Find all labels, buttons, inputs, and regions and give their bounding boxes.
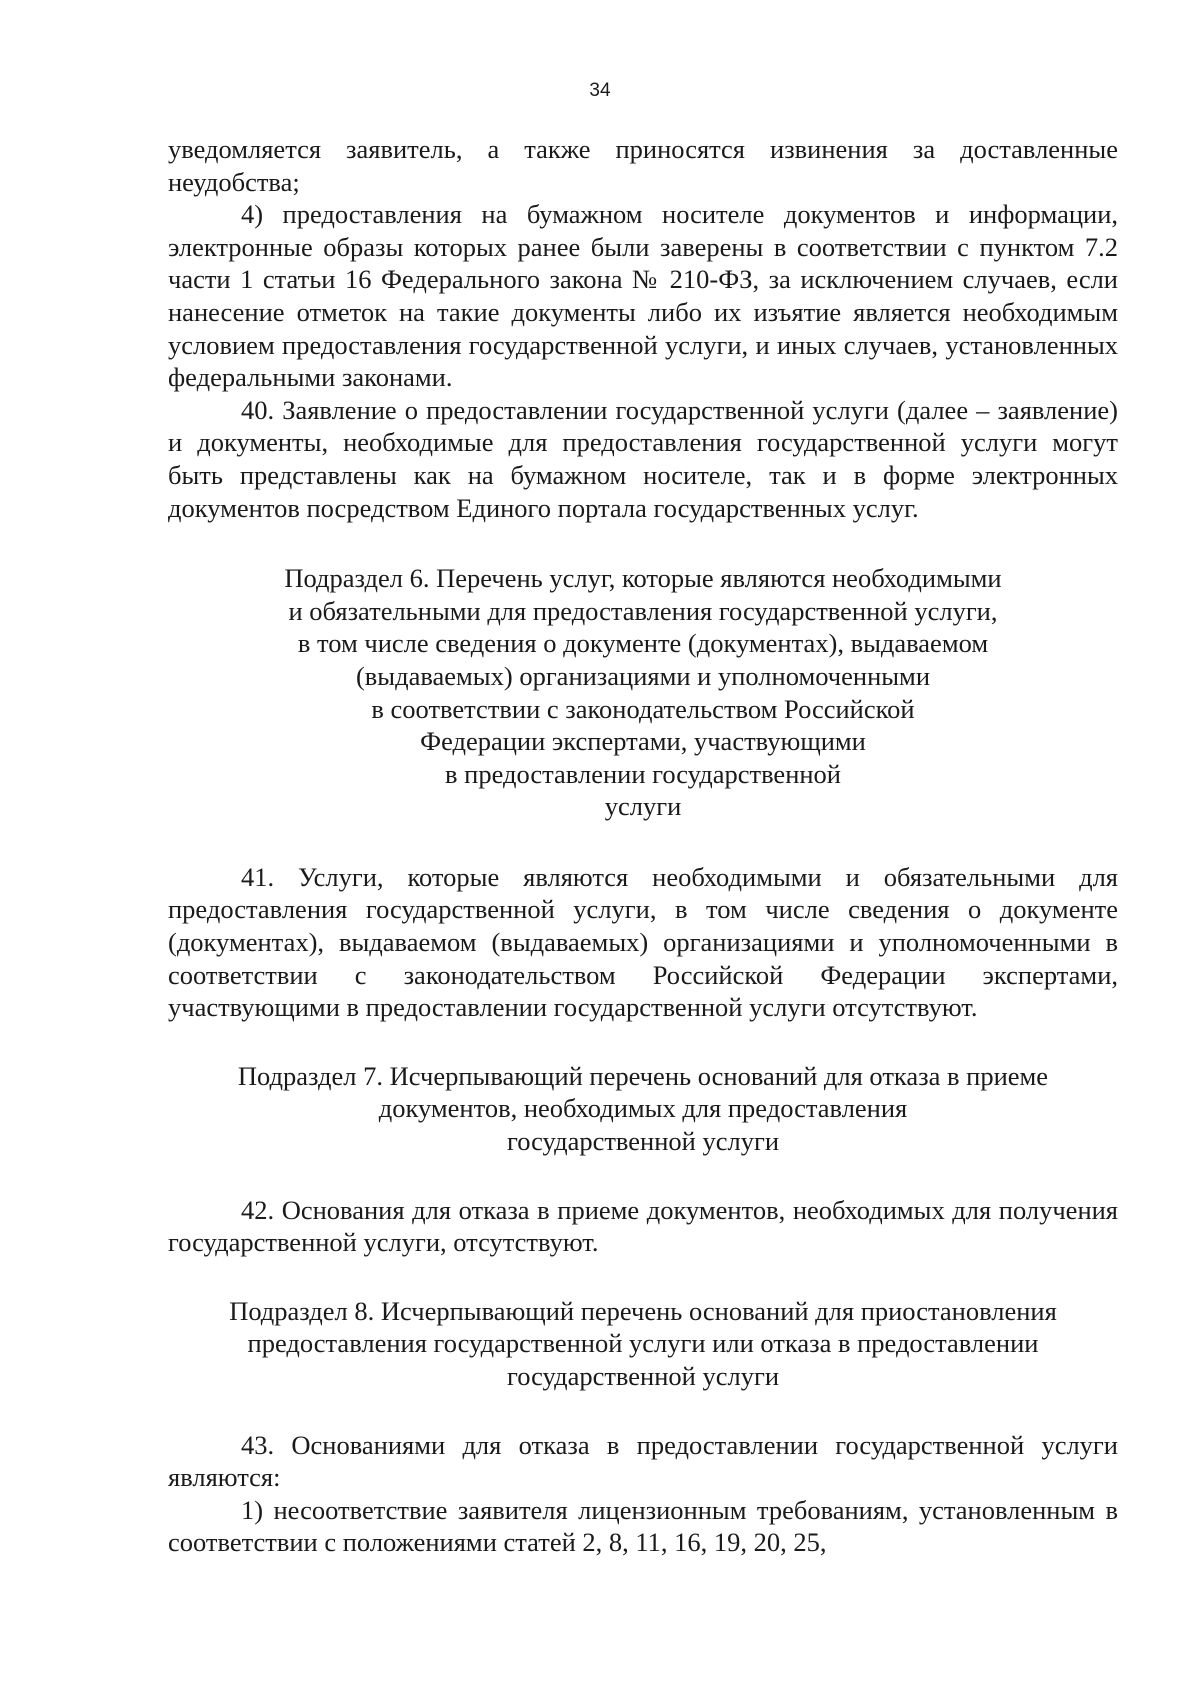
subsection-7-heading	[168, 1060, 1118, 1158]
paragraph-42: 42. Основания для отказа в приеме документов, необходимых для получения государственной услуги, отсутствуют.	[168, 1194, 1118, 1258]
heading-line: и обязательными для предоставления государственной услуги,	[288, 595, 998, 626]
paragraph-41: 41. Услуги, которые являются необходимыми и обязательными для предоставления государственной услуги, в том числе сведения о документе (документах), выдаваемом (выдаваемых) организациями и уполномоченными в соответствии с законодательством Российской Федерации экспертами, участвующими в предоставлении государственной услуги отсутствуют.	[168, 861, 1118, 1023]
heading-line: в соответствии с законодательством Российской	[371, 693, 915, 724]
heading-line: Федерации экспертами, участвующими	[420, 726, 866, 757]
paragraph-continued: уведомляется заявитель, а также приносятся извинения за доставленные неудобства;	[168, 134, 1118, 197]
paragraph-item-4: 4) предоставления на бумажном носителе документов и информации, электронные образы которых ранее были заверены в соответствии с пунктом 7.2 части 1 статьи 16 Федерального закона № 210-ФЗ, за исключением случаев, если нанесение отметок на такие документы либо их изъятие является необходимым условием предоставления государственной услуги, и иных случаев, установленных федеральными законами.	[168, 199, 1118, 393]
subsection-6-heading	[168, 562, 1118, 823]
paragraph-item-1: 1) несоответствие заявителя лицензионным требованиям, установленным в соответствии с положениями статей 2, 8, 11, 16, 19, 20, 25,	[168, 1494, 1118, 1558]
heading-line: в том числе сведения о документе (документах), выдаваемом	[297, 628, 989, 659]
heading-line: Подраздел 6. Перечень услуг, которые являются необходимыми	[284, 563, 1002, 594]
heading-line: (выдаваемых) организациями и уполномоченными	[355, 660, 931, 691]
heading-line: государственной услуги	[506, 1126, 780, 1157]
paragraph-40: 40. Заявление о предоставлении государственной услуги (далее – заявление) и документы, необходимые для предоставления государственной услуги могут быть представлены как на бумажном носителе, так и в форме электронных документов посредством Единого портала государственных услуг.	[168, 394, 1118, 523]
heading-line: государственной услуги	[506, 1361, 780, 1391]
heading-line: документов, необходимых для предоставления	[378, 1093, 908, 1124]
heading-line: услуги	[604, 791, 682, 822]
subsection-8-heading	[168, 1295, 1118, 1393]
heading-line: в предоставлении государственной	[445, 758, 841, 789]
heading-line: предоставления государственной услуги или отказа в предоставлении	[247, 1328, 1039, 1359]
document-body	[168, 133, 1118, 1559]
heading-line: Подраздел 7. Исчерпывающий перечень оснований для отказа в приеме	[237, 1060, 1049, 1091]
heading-line: Подраздел 8. Исчерпывающий перечень оснований для приостановления	[229, 1295, 1057, 1326]
paragraph-43: 43. Основаниями для отказа в предоставлении государственной услуги являются:	[168, 1429, 1118, 1493]
page-number: 34	[589, 80, 611, 101]
